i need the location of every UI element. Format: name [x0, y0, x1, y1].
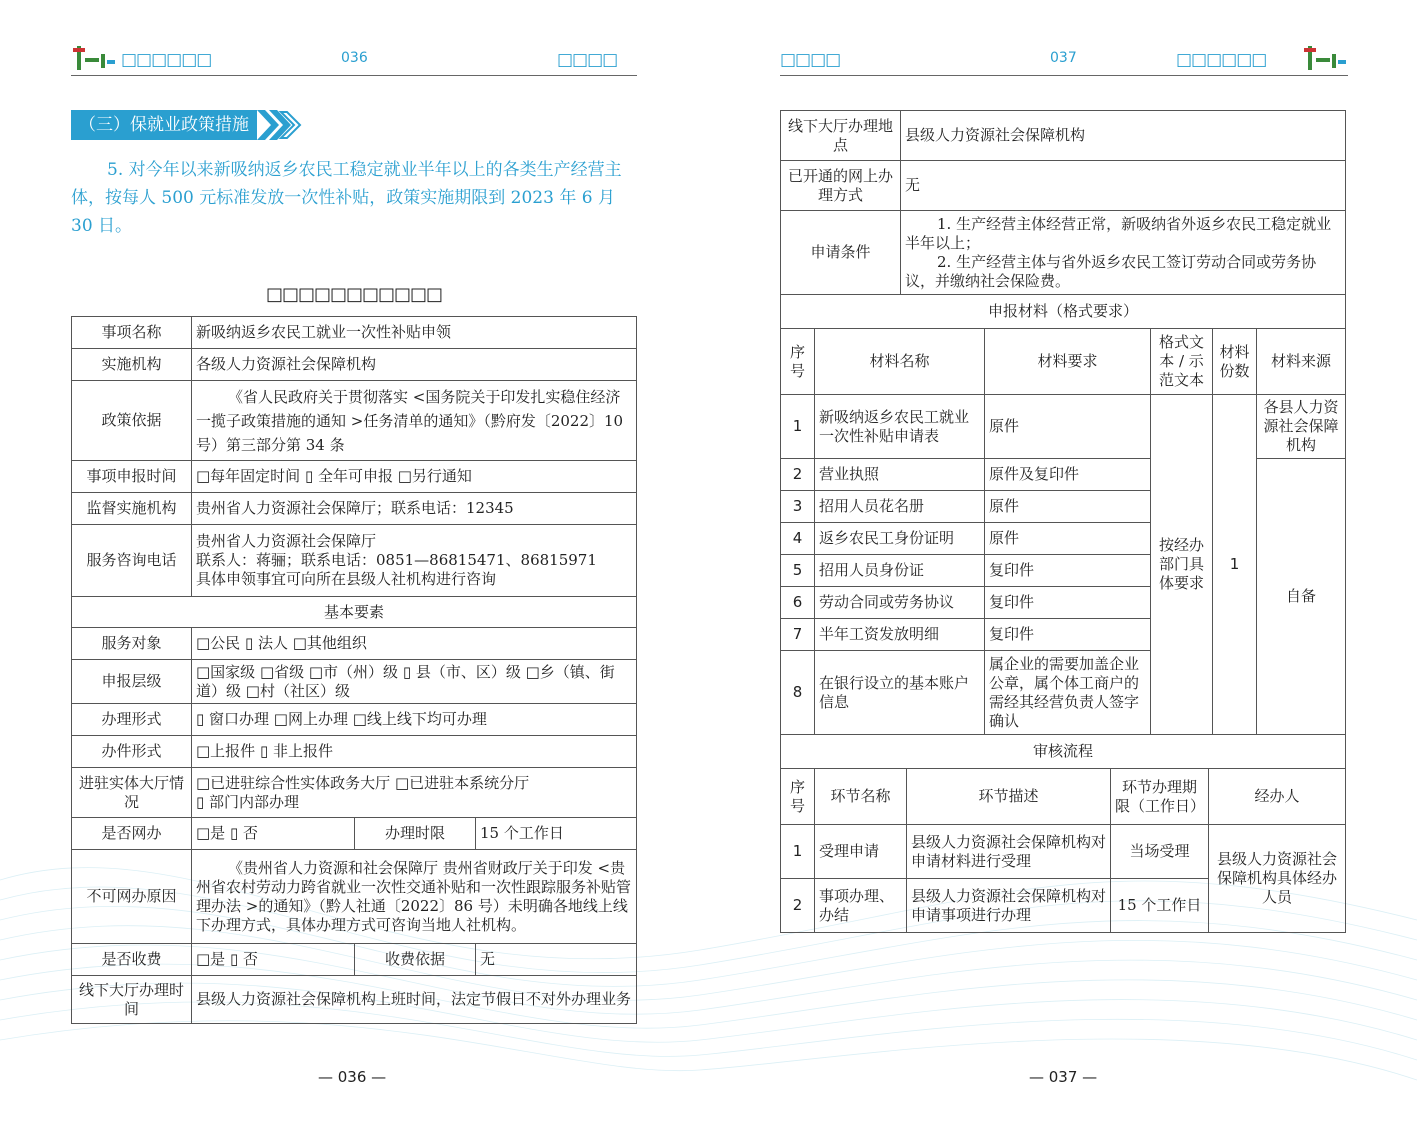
hall-line: □已进驻综合性实体政务大厅 □已进驻本系统分厅 [196, 773, 530, 792]
material-source: 各县人力资源社会保障机构 [1257, 395, 1346, 459]
row-label: 申请条件 [781, 211, 901, 295]
material-name: 劳动合同或劳务协议 [815, 587, 985, 619]
logo-icon [1302, 44, 1348, 72]
table-row [72, 768, 637, 818]
table-row [72, 597, 637, 628]
step-description: 县级人力资源社会保障机构对申请材料进行受理 [907, 825, 1111, 879]
material-name: 在银行设立的基本账户信息 [815, 651, 985, 735]
row-value [901, 211, 1346, 295]
process-title: 审核流程 [781, 735, 1346, 769]
header-page-number: 036 [341, 50, 368, 66]
header-book-title: □□□□□□ [121, 50, 212, 70]
step-time-limit: 15 个工作日 [1111, 879, 1209, 933]
table-row [72, 525, 637, 597]
table-row [72, 381, 637, 461]
step-description: 县级人力资源社会保障机构对申请事项进行办理 [907, 879, 1111, 933]
row-number: 7 [781, 619, 815, 651]
material-requirement: 复印件 [985, 555, 1151, 587]
table-row [72, 850, 637, 944]
row-number: 6 [781, 587, 815, 619]
row-value: 县级人力资源社会保障机构上班时间，法定节假日不对外办理业务 [192, 976, 637, 1024]
row-number: 5 [781, 555, 815, 587]
format-text: 按经办部门具体要求 [1151, 395, 1213, 735]
row-number: 3 [781, 491, 815, 523]
table-row [72, 944, 637, 976]
material-requirement: 原件 [985, 395, 1151, 459]
step-handler: 县级人力资源社会保障机构具体经办人员 [1209, 825, 1346, 933]
info-table [780, 110, 1346, 295]
row-number: 4 [781, 523, 815, 555]
row-label: 服务对象 [72, 628, 192, 660]
materials-title: 申报材料（格式要求） [781, 295, 1346, 329]
row-label: 是否收费 [72, 944, 192, 976]
row-value: □每年固定时间 ▯ 全年可申报 □另行通知 [192, 461, 637, 493]
row-value: 《贵州省人力资源和社会保障厅 贵州省财政厅关于印发 <贵州省农村劳动力跨省就业一次性交通补贴和一次性跟踪服务补贴管理办法 >的通知》（黔人社通〔2022〕86 号）未明确各地线上线下办理方式，具体办理方式可咨询当地人社机构。 [192, 850, 637, 944]
policy-paragraph: 5. 对今年以来新吸纳返乡农民工稳定就业半年以上的各类生产经营主体，按每人 500 元标准发放一次性补贴，政策实施期限到 2023 年 6 月 30 日。 [71, 160, 622, 236]
row-value: 《省人民政府关于贯彻落实 <国务院关于印发扎实稳住经济一揽子政策措施的通知 >任务清单的通知》（黔府发〔2022〕10 号）第三部分第 34 条 [192, 381, 637, 461]
step-time-limit: 当场受理 [1111, 825, 1209, 879]
table-row [72, 461, 637, 493]
condition-line: 2. 生产经营主体与省外返乡农民工签订劳动合同或劳务协议，并缴纳社会保险费。 [905, 252, 1317, 290]
table-row [781, 395, 1346, 459]
step-name: 事项办理、办结 [815, 879, 907, 933]
row-label: 已开通的网上办理方式 [781, 161, 901, 211]
material-requirement: 复印件 [985, 587, 1151, 619]
logo-icon [71, 44, 117, 72]
row-label: 不可网办原因 [72, 850, 192, 944]
row-number: 1 [781, 395, 815, 459]
material-requirement: 属企业的需要加盖企业公章，属个体工商户的需经其经营负责人签字确认 [985, 651, 1151, 735]
row-value: □公民 ▯ 法人 □其他组织 [192, 628, 637, 660]
material-name: 新吸纳返乡农民工就业一次性补贴申请表 [815, 395, 985, 459]
row-label: 实施机构 [72, 349, 192, 381]
row-label: 办理时限 [355, 818, 476, 850]
consult-line: 具体申领事宜可向所在县级人社机构进行咨询 [196, 570, 497, 588]
table-row [781, 735, 1346, 769]
row-value: 15 个工作日 [476, 818, 637, 850]
service-guide-table [71, 316, 637, 1024]
row-value: □国家级 □省级 □市（州）级 ▯ 县（市、区）级 □乡（镇、街道）级 □村（社区）级 [192, 660, 637, 704]
column-header: 材料份数 [1213, 329, 1257, 395]
table-header-row [781, 329, 1346, 395]
header-section-label: □□□□ [557, 50, 618, 70]
material-name: 招用人员身份证 [815, 555, 985, 587]
row-label: 是否网办 [72, 818, 192, 850]
left-page-footer: — 036 — [318, 1068, 387, 1086]
left-header [71, 44, 637, 76]
table-row [72, 349, 637, 381]
row-label: 申报层级 [72, 660, 192, 704]
material-name: 营业执照 [815, 459, 985, 491]
row-value: 新吸纳返乡农民工就业一次性补贴申领 [192, 317, 637, 349]
row-label: 办件形式 [72, 736, 192, 768]
row-number: 2 [781, 459, 815, 491]
table-row [72, 493, 637, 525]
table-row [72, 736, 637, 768]
table-row [72, 317, 637, 349]
left-page [0, 0, 708, 1133]
row-value: 贵州省人力资源社会保障厅；联系电话：12345 [192, 493, 637, 525]
section-title [71, 110, 303, 140]
column-header: 序号 [781, 769, 815, 825]
consult-line: 联系人：蒋骊；联系电话：0851—86815471、86815971 [196, 551, 597, 569]
row-label: 监督实施机构 [72, 493, 192, 525]
table-row [781, 111, 1346, 161]
right-page [709, 0, 1417, 1133]
row-value: 无 [901, 161, 1346, 211]
row-label: 收费依据 [355, 944, 476, 976]
chevrons-icon [257, 110, 303, 140]
row-value: □上报件 ▯ 非上报件 [192, 736, 637, 768]
right-header [780, 44, 1348, 76]
column-header: 材料来源 [1257, 329, 1346, 395]
column-header: 经办人 [1209, 769, 1346, 825]
column-header: 材料名称 [815, 329, 985, 395]
row-value [192, 525, 637, 597]
row-value: 无 [476, 944, 637, 976]
row-label: 线下大厅办理地点 [781, 111, 901, 161]
consult-line: 贵州省人力资源社会保障厅 [196, 532, 377, 550]
condition-line: 1. 生产经营主体经营正常，新吸纳省外返乡农民工稳定就业半年以上； [905, 214, 1332, 252]
header-book-title: □□□□□□ [1176, 50, 1267, 70]
material-requirement: 原件 [985, 523, 1151, 555]
row-number: 2 [781, 879, 815, 933]
row-number: 8 [781, 651, 815, 735]
column-header: 环节名称 [815, 769, 907, 825]
table-row [72, 976, 637, 1024]
right-page-footer: — 037 — [1029, 1068, 1098, 1086]
table-row [72, 628, 637, 660]
row-label: 政策依据 [72, 381, 192, 461]
table-row [781, 825, 1346, 879]
column-header: 环节办理期限（工作日） [1111, 769, 1209, 825]
section-title-label: （三）保就业政策措施 [71, 110, 257, 140]
table-row [781, 211, 1346, 295]
row-label: 线下大厅办理时间 [72, 976, 192, 1024]
process-table [780, 734, 1346, 933]
table-row [781, 295, 1346, 329]
materials-table [780, 294, 1346, 735]
table-row [72, 704, 637, 736]
row-label: 办理形式 [72, 704, 192, 736]
section-heading: 基本要素 [72, 597, 637, 628]
column-header: 序号 [781, 329, 815, 395]
header-section-label: □□□□ [780, 50, 841, 70]
row-value: ▯ 窗口办理 □网上办理 □线上线下均可办理 [192, 704, 637, 736]
material-name: 招用人员花名册 [815, 491, 985, 523]
row-value: 各级人力资源社会保障机构 [192, 349, 637, 381]
column-header: 环节描述 [907, 769, 1111, 825]
row-value [192, 768, 637, 818]
hall-line: ▯ 部门内部办理 [196, 792, 300, 811]
row-number: 1 [781, 825, 815, 879]
row-value: □是 ▯ 否 [192, 818, 355, 850]
material-source: 自备 [1257, 459, 1346, 735]
header-page-number: 037 [1050, 50, 1077, 66]
material-requirement: 复印件 [985, 619, 1151, 651]
table-row [72, 660, 637, 704]
column-header: 材料要求 [985, 329, 1151, 395]
table-row [781, 459, 1346, 491]
material-requirement: 原件 [985, 491, 1151, 523]
table-row [72, 818, 637, 850]
column-header: 格式文本 / 示范文本 [1151, 329, 1213, 395]
material-name: 半年工资发放明细 [815, 619, 985, 651]
row-value: □是 ▯ 否 [192, 944, 355, 976]
material-requirement: 原件及复印件 [985, 459, 1151, 491]
row-value: 县级人力资源社会保障机构 [901, 111, 1346, 161]
row-label: 事项名称 [72, 317, 192, 349]
row-label: 服务咨询电话 [72, 525, 192, 597]
material-name: 返乡农民工身份证明 [815, 523, 985, 555]
step-name: 受理申请 [815, 825, 907, 879]
row-label: 进驻实体大厅情况 [72, 768, 192, 818]
table-title: □□□□□□□□□□□ [265, 284, 443, 305]
material-copies: 1 [1213, 395, 1257, 735]
table-row [781, 161, 1346, 211]
table-header-row [781, 769, 1346, 825]
row-label: 事项申报时间 [72, 461, 192, 493]
